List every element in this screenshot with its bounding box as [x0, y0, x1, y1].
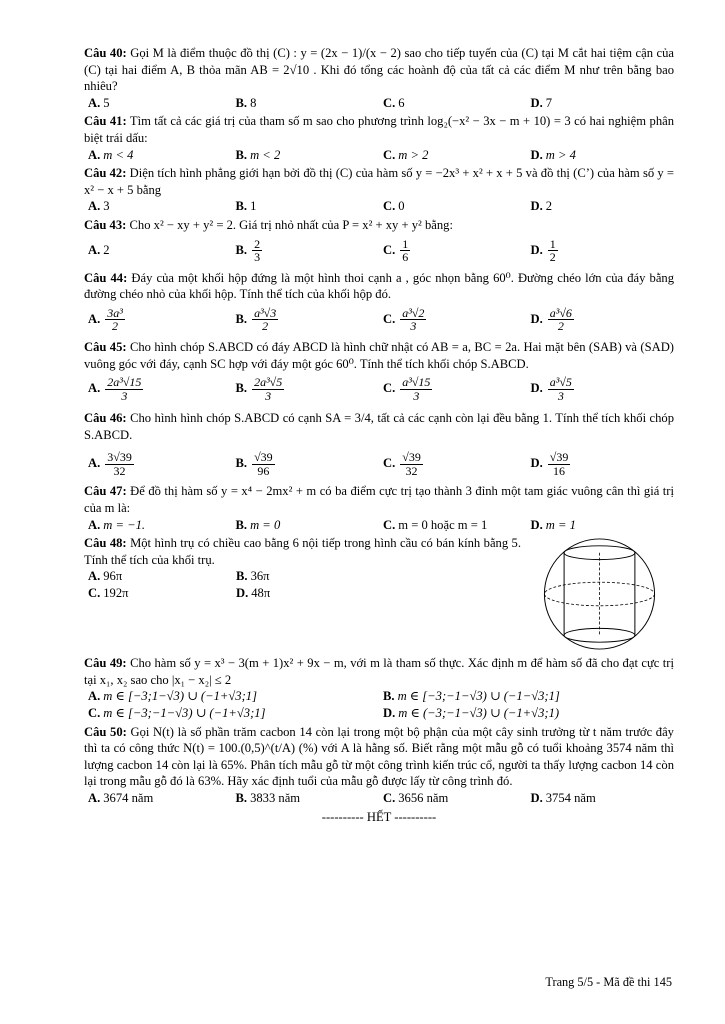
options-row [84, 585, 521, 602]
question-43 [84, 217, 674, 268]
option-b[interactable]: B. m ∈ [−3;−1−√3) ∪ (−1−√3;1] [383, 689, 560, 704]
option-b[interactable]: B. m = 0 [235, 517, 281, 532]
options-row [84, 147, 674, 164]
option-d[interactable]: D. 3754 năm [530, 791, 596, 806]
question-text: Diện tích hình phẳng giới hạn bởi đồ thị (C) của hàm số y = −2x³ + x² + x + 5 và đồ thị (C’) của hàm số y = x² − x + 5 bằng [84, 166, 674, 197]
option-d[interactable]: D. m > 4 [530, 147, 576, 162]
question-40 [84, 45, 674, 111]
end-marker: ---------- HẾT ---------- [321, 809, 437, 824]
fraction: $\frac{\text{a³√6}}{2}$ [549, 305, 572, 334]
page-footer: Trang 5/5 - Mã đề thi 145 [545, 975, 672, 989]
option-c[interactable]: C. $\frac{\text{a³√2}}{3}$ [383, 305, 425, 334]
question-47 [84, 483, 674, 533]
option-b[interactable]: B. 36π [236, 569, 270, 584]
option-d[interactable]: D. $\frac{√39}{16}$ [530, 450, 569, 478]
question-text: Cho x² − xy + y² = 2. Giá trị nhỏ nhất của P = x² + xy + y² bằng: [129, 218, 453, 233]
options-row [84, 234, 674, 268]
option-a[interactable]: A. $\frac{\text{3a³}}{2}$ [88, 305, 123, 334]
questions-content [84, 41, 674, 825]
question-label: Câu 46: [84, 411, 127, 426]
fraction: $\frac{√39}{32}$ [402, 450, 421, 478]
option-d[interactable]: D. m = 1 [530, 517, 576, 532]
option-d[interactable]: D. $\frac{1}{2}$ [530, 236, 556, 265]
option-c[interactable]: C. $\frac{√39}{32}$ [383, 450, 421, 478]
question-label: Câu 50: [84, 724, 127, 739]
option-b[interactable]: B. m < 2 [235, 147, 281, 162]
question-44 [84, 270, 674, 337]
option-a[interactable]: A. m = −1. [88, 517, 146, 532]
option-a[interactable]: A. m ∈ [−3;1−√3) ∪ (−1+√3;1] [88, 689, 257, 704]
options-row [84, 790, 674, 807]
sphere-cylinder-figure [525, 535, 674, 653]
question-text: Đáy của một khối hộp đứng là một hình thoi cạnh a , góc nhọn bằng 60⁰. Đường chéo lớn của đáy bằng đường chéo nhỏ của khối hộp. Tính thể tích của khối hộp đó. [84, 270, 675, 302]
option-a[interactable]: A. 2 [88, 243, 110, 258]
question-49 [84, 655, 674, 721]
option-b[interactable]: B. $\frac{2}{3}$ [235, 236, 261, 265]
option-c[interactable]: C. 3656 năm [383, 791, 449, 806]
option-c[interactable]: C. $\frac{1}{6}$ [383, 236, 409, 265]
option-a[interactable]: A. $\frac{\text{2a³√15}}{3}$ [88, 375, 142, 403]
options-row [84, 568, 521, 585]
fraction: $\frac{\text{3a³}}{2}$ [107, 305, 123, 334]
option-c[interactable]: C. $\frac{\text{a³√15}}{3}$ [383, 375, 431, 403]
option-b[interactable]: B. 8 [235, 95, 257, 110]
option-c[interactable]: C. m > 2 [383, 147, 429, 162]
options-row [84, 705, 674, 722]
fraction: $\frac{\text{2a³√15}}{3}$ [107, 375, 142, 403]
question-text: Gọi N(t) là số phần trăm cacbon 14 còn lại trong một bộ phận của một cây sinh trưởng từ t năm trước đây thì ta có công thức N(t) = 100.(0,5)^(t/A) (%) với A là hằng số. Biết rằng một mẫu gỗ có tuổi khoảng 3574 năm thì lượng cacbon 14 còn lại là 65%. Phân tích mẫu gỗ từ một công trình kiến trúc cổ, người ta thấy lượng cacbon 14 còn lại trong mẫu gỗ đó là 63%. Hãy xác định tuổi của mẫu gỗ được lấy từ công trình đó. [84, 724, 674, 789]
option-a[interactable]: A. $\frac{3√39}{32}$ [88, 450, 132, 478]
option-d[interactable]: D. $\frac{\text{a³√5}}{3}$ [530, 375, 572, 403]
option-b[interactable]: B. 1 [235, 199, 257, 214]
option-c[interactable]: C. m ∈ [−3;−1−√3) ∪ (−1+√3;1] [88, 706, 266, 721]
question-text: Cho hình hình chóp S.ABCD có cạnh SA = 3/4, tất cả các cạnh còn lại đều bằng 1. Tính thể tích khối chóp S.ABCD. [84, 411, 674, 442]
fraction: $\frac{1}{6}$ [402, 236, 409, 265]
question-text: Một hình trụ có chiều cao bằng 6 nội tiếp trong hình cầu có bán kính bằng 5. Tính thể tích của khối trụ. [84, 536, 522, 567]
question-label: Câu 40: [84, 46, 127, 60]
option-a[interactable]: A. 3 [88, 199, 110, 214]
question-48 [84, 535, 674, 653]
fraction: $\frac{\text{2a³√5}}{3}$ [254, 375, 283, 403]
fraction: $\frac{1}{2}$ [549, 236, 556, 265]
options-row [84, 198, 674, 215]
question-text: Cho hàm số y = x³ − 3(m + 1)x² + 9x − m, với m là tham số thực. Xác định m để hàm số đã cho đạt cực trị tại x₁, x₂ sao cho |x₁ − x₂| ≤ 2 [84, 656, 674, 687]
fraction: $\frac{2}{3}$ [254, 236, 261, 265]
fraction: $\frac{\text{a³√3}}{2}$ [254, 305, 277, 334]
option-c[interactable]: C. 0 [383, 199, 405, 214]
question-label: Câu 45: [84, 339, 127, 354]
question-42 [84, 165, 674, 215]
option-c[interactable]: C. 192π [88, 586, 129, 601]
question-label: Câu 44: [84, 270, 128, 285]
question-text: Gọi M là điểm thuộc đồ thị (C) : y = (2x − 1)/(x − 2) sao cho tiếp tuyến của (C) tại M cắt hai tiệm cận của (C) tại hai điểm A, B thỏa mãn AB = 2√10 . Khi đó tổng các hoành độ của tất cả các điểm M như trên bằng bao nhiêu? [84, 46, 674, 94]
option-d[interactable]: D. 48π [236, 586, 271, 601]
option-b[interactable]: B. $\frac{\text{a³√3}}{2}$ [235, 305, 277, 334]
option-a[interactable]: A. 96π [88, 569, 123, 584]
fraction: $\frac{\text{a³√5}}{3}$ [549, 375, 572, 403]
question-41 [84, 113, 674, 163]
fraction: $\frac{\text{a³√15}}{3}$ [402, 375, 431, 403]
question-label: Câu 47: [84, 484, 127, 499]
question-label: Câu 41: [84, 114, 127, 129]
question-text: Để đồ thị hàm số y = x⁴ − 2mx² + m có ba điểm cực trị tạo thành 3 đỉnh một tam giác vuông cân thì giá trị của m là: [84, 484, 674, 515]
question-text: Tìm tất cả các giá trị của tham số m sao cho phương trình log₂(−x² − 3x − m + 10) = 3 có hai nghiệm phân biệt trái dấu: [84, 114, 674, 146]
options-row [84, 372, 674, 406]
question-label: Câu 48: [84, 536, 127, 551]
options-row [84, 303, 674, 337]
option-c[interactable]: C. m = 0 hoặc m = 1 [383, 517, 488, 532]
option-b[interactable]: B. $\frac{√39}{96}$ [235, 450, 273, 478]
option-a[interactable]: A. 3674 năm [88, 791, 154, 806]
question-label: Câu 49: [84, 656, 127, 671]
options-row [84, 517, 674, 534]
options-row [84, 688, 674, 705]
question-label: Câu 42: [84, 166, 127, 181]
option-a[interactable]: A. 5 [88, 95, 110, 110]
fraction: $\frac{√39}{16}$ [549, 450, 569, 478]
fraction: $\frac{\text{a³√2}}{3}$ [402, 305, 425, 334]
fraction: $\frac{√39}{96}$ [254, 450, 273, 478]
question-label: Câu 43: [84, 218, 127, 233]
question-50 [84, 724, 674, 807]
option-b[interactable]: B. $\frac{\text{2a³√5}}{3}$ [235, 375, 283, 403]
option-b[interactable]: B. 3833 năm [235, 791, 301, 806]
question-46 [84, 410, 674, 481]
option-d[interactable]: D. $\frac{\text{a³√6}}{2}$ [530, 305, 572, 334]
option-d[interactable]: D. m ∈ (−3;−1−√3) ∪ (−1+√3;1) [383, 706, 560, 721]
options-row [84, 95, 674, 112]
options-row [84, 447, 674, 481]
question-45 [84, 339, 674, 406]
option-d[interactable]: D. 2 [530, 199, 553, 214]
question-text: Cho hình chóp S.ABCD có đáy ABCD là hình chữ nhật có AB = a, BC = 2a. Hai mặt bên (SAB) và (SAD) vuông góc với đáy, cạnh SC hợp với đáy một góc 60⁰. Tính thể tích khối chóp S.ABCD. [84, 339, 674, 371]
option-a[interactable]: A. m < 4 [88, 147, 134, 162]
option-d[interactable]: D. 7 [530, 95, 553, 110]
fraction: $\frac{3√39}{32}$ [107, 450, 132, 478]
option-c[interactable]: C. 6 [383, 95, 405, 110]
